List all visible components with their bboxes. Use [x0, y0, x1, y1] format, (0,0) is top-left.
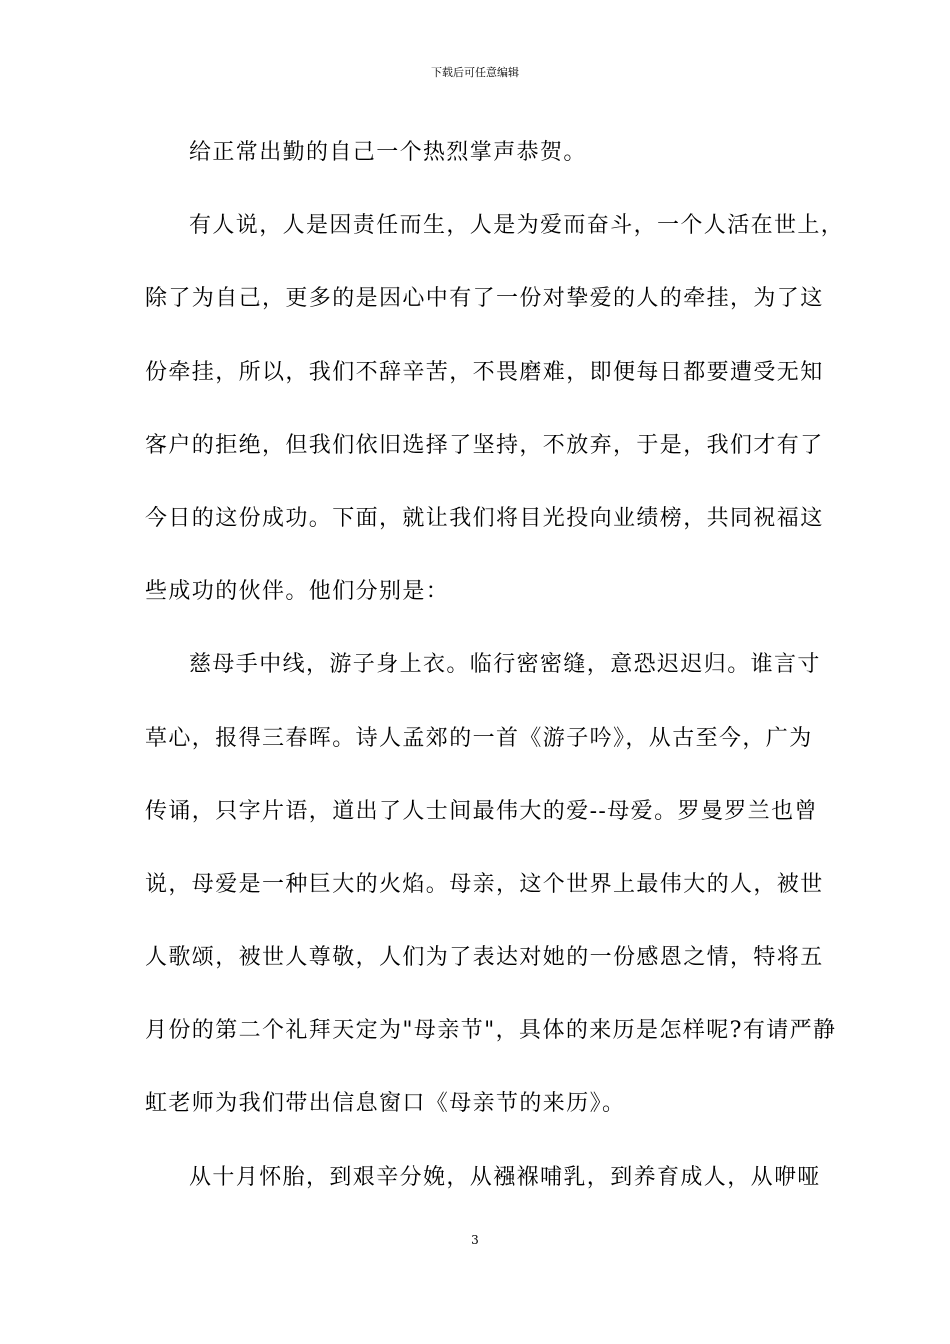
page-header: 下载后可任意编辑 [431, 66, 519, 79]
text-line: 份牵挂，所以，我们不辞辛苦，不畏磨难，即便每日都要遭受无知 [145, 359, 824, 385]
text-line: 给正常出勤的自己一个热烈掌声恭贺。 [189, 140, 587, 165]
text-line: 有人说，人是因责任而生，人是为爱而奋斗，一个人活在世上， [189, 213, 845, 239]
document-body [145, 133, 845, 1231]
page-number: 3 [471, 1233, 479, 1247]
text-line: 人歌颂，被世人尊敬，人们为了表达对她的一份感恩之情，特将五 [145, 945, 824, 971]
text-line: 虹老师为我们带出信息窗口《母亲节的来历》。 [145, 1091, 626, 1117]
text-line: 今日的这份成功。下面，就让我们将目光投向业绩榜，共同祝福这 [145, 505, 824, 531]
text-line: 说，母爱是一种巨大的火焰。母亲，这个世界上最伟大的人，被世 [145, 871, 824, 897]
text-line: 传诵，只字片语，道出了人士间最伟大的爱--母爱。罗曼罗兰也曾 [145, 798, 818, 824]
text-line: 草心，报得三春晖。诗人孟郊的一首《游子吟》，从古至今，广为 [145, 725, 813, 751]
text-line: 客户的拒绝，但我们依旧选择了坚持，不放弃，于是，我们才有了 [145, 432, 824, 458]
text-line: 慈母手中线，游子身上衣。临行密密缝，意恐迟迟归。谁言寸 [189, 652, 821, 678]
text-line: 除了为自己，更多的是因心中有了一份对挚爱的人的牵挂，为了这 [145, 286, 824, 312]
text-line: 月份的第二个礼拜天定为"母亲节"，具体的来历是怎样呢?有请严静 [145, 1018, 837, 1044]
text-line: 些成功的伙伴。他们分别是： [145, 579, 450, 605]
text-line: 从十月怀胎，到艰辛分娩，从襁褓哺乳，到养育成人，从咿哑 [189, 1164, 821, 1190]
